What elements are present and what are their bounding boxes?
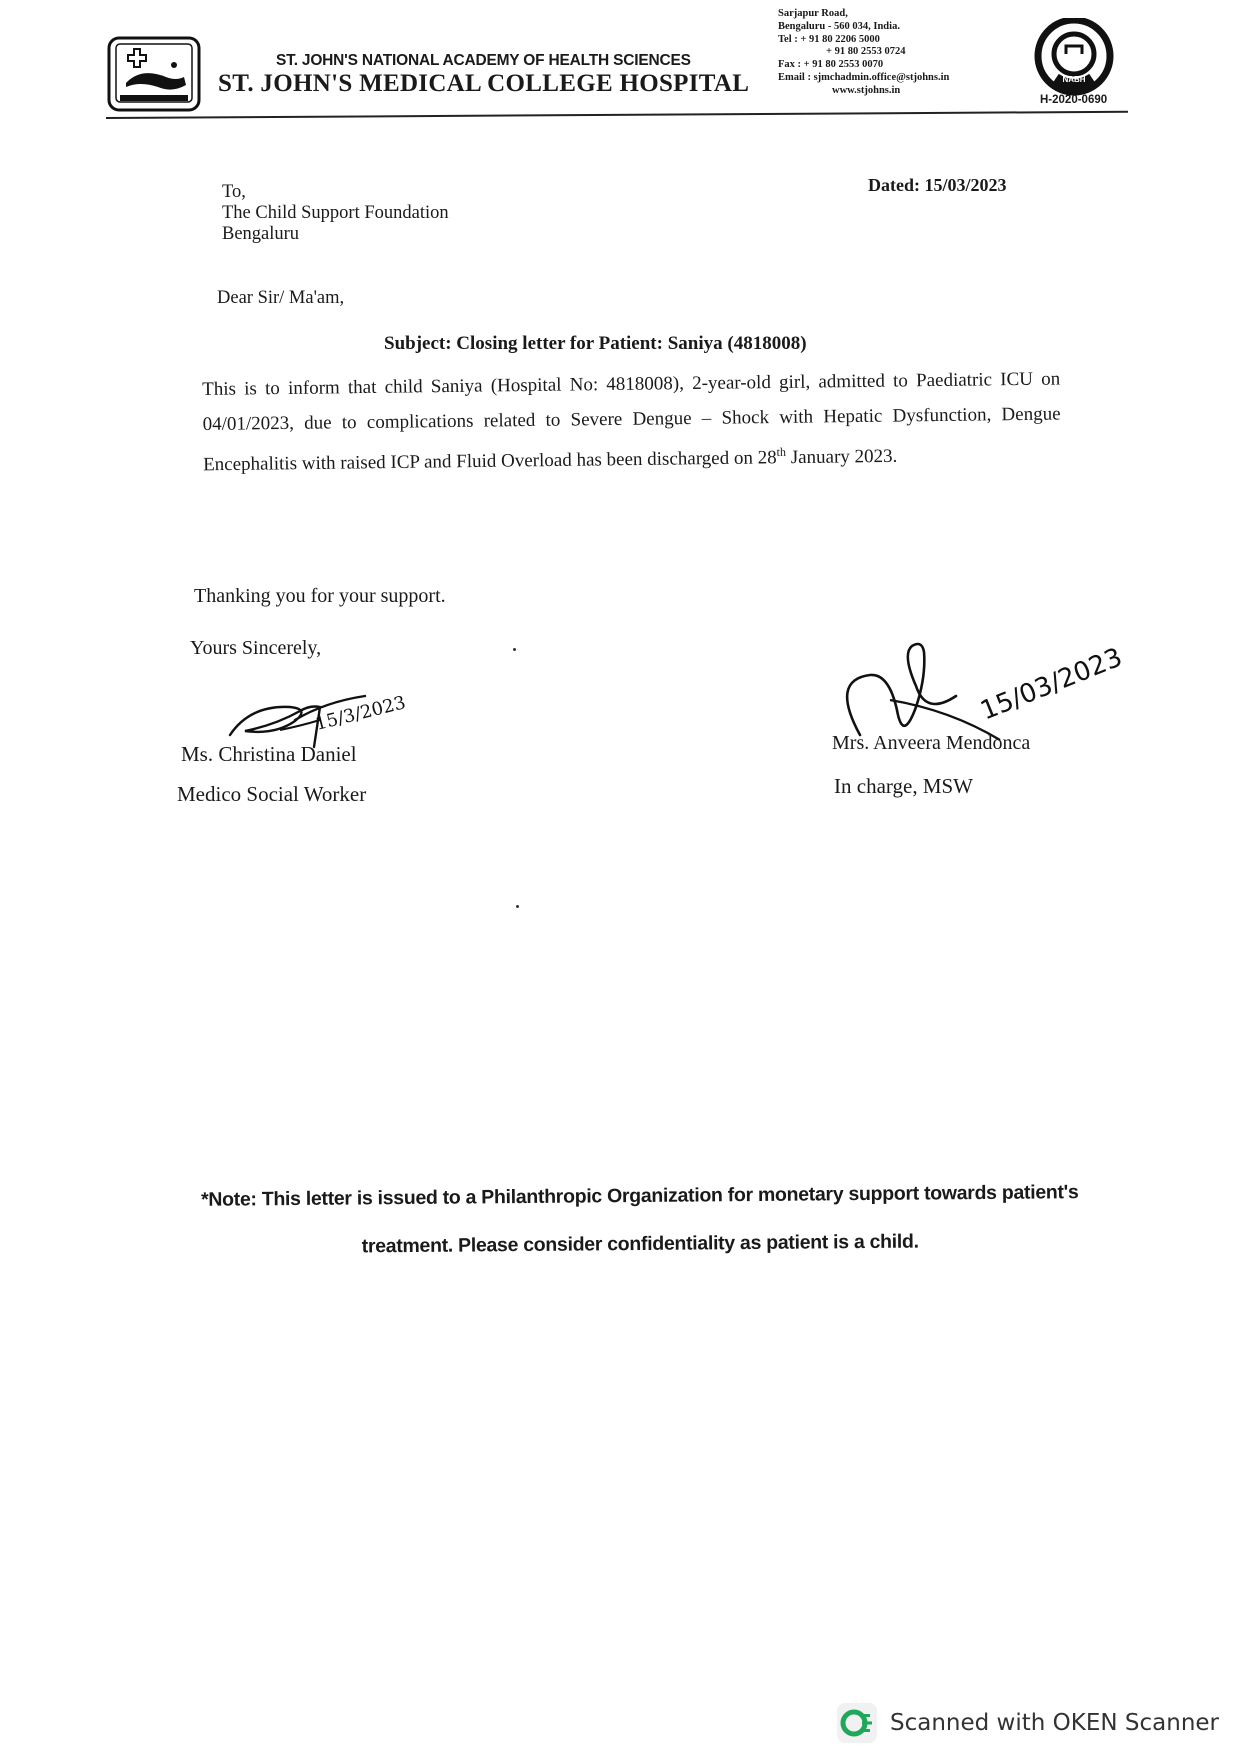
contact-line: Bengaluru - 560 034, India. bbox=[778, 20, 900, 32]
signatory-right-role: In charge, MSW bbox=[834, 774, 973, 798]
subject-line: Subject: Closing letter for Patient: Saniya (4818008) bbox=[384, 333, 807, 354]
svg-text:15/03/2023: 15/03/2023 bbox=[976, 642, 1127, 727]
contact-line: www.stjohns.in bbox=[832, 84, 901, 96]
scan-speck bbox=[513, 648, 516, 651]
note-line: *Note: This letter is issued to a Philanthropic Organization for monetary support towards patient's bbox=[200, 1181, 1079, 1211]
salutation: Dear Sir/ Ma'am, bbox=[217, 288, 345, 308]
ordinal-suffix: th bbox=[776, 444, 787, 459]
recipient-line: The Child Support Foundation bbox=[222, 203, 449, 223]
contact-line: Email : sjmchadmin.office@stjohns.in bbox=[778, 71, 950, 83]
contact-line: Tel : + 91 80 2206 5000 bbox=[778, 33, 880, 45]
recipient-address bbox=[222, 182, 449, 245]
letter-date: Dated: 15/03/2023 bbox=[868, 175, 1007, 195]
note-line: treatment. Please consider confidentiality as patient is a child. bbox=[361, 1230, 919, 1258]
confidentiality-note bbox=[190, 1168, 1091, 1272]
watermark-text: Scanned with OKEN Scanner bbox=[890, 1710, 1219, 1736]
signatory-right-name: Mrs. Anveera Mendonca bbox=[832, 732, 1031, 754]
accreditation-seal-icon bbox=[1028, 18, 1122, 96]
oken-scanner-icon bbox=[836, 1702, 878, 1744]
signatory-left-role: Medico Social Worker bbox=[177, 782, 367, 806]
recipient-line: Bengaluru bbox=[222, 224, 300, 244]
accreditation-code: H-2020-0690 bbox=[1040, 94, 1108, 106]
body-text-end: January 2023. bbox=[785, 445, 898, 469]
contact-line: Fax : + 91 80 2553 0070 bbox=[778, 59, 884, 71]
academy-name: ST. JOHN'S NATIONAL ACADEMY OF HEALTH SCIENCES bbox=[276, 52, 691, 69]
recipient-line: To, bbox=[222, 182, 246, 202]
letter-body bbox=[202, 362, 1061, 483]
contact-line: Sarjapur Road, bbox=[778, 8, 848, 19]
signatory-left-name: Ms. Christina Daniel bbox=[181, 742, 357, 766]
svg-text:NABH: NABH bbox=[1062, 75, 1086, 84]
scan-speck bbox=[516, 905, 519, 908]
scanner-watermark bbox=[836, 1702, 1219, 1744]
header-divider bbox=[106, 111, 1128, 119]
svg-text:15/3/2023: 15/3/2023 bbox=[313, 692, 408, 735]
signature-christina-daniel bbox=[225, 680, 445, 750]
contact-line: + 91 80 2553 0724 bbox=[826, 46, 906, 58]
hospital-name: ST. JOHN'S MEDICAL COLLEGE HOSPITAL bbox=[218, 70, 750, 97]
hospital-emblem-icon bbox=[106, 35, 202, 113]
closing-line: Yours Sincerely, bbox=[190, 637, 322, 659]
thanks-line: Thanking you for your support. bbox=[194, 585, 446, 607]
body-text: This is to inform that child Saniya (Hospital No: 4818008), 2-year-old girl, admitted to Paediatric ICU on 04/01/2023, due to complications related to Severe Dengue – Shock with Hepatic Dysfunction, Dengue Encephalitis with raised ICP and Fluid Overload has been discharged on 28 bbox=[202, 368, 1061, 476]
contact-block bbox=[778, 8, 949, 98]
